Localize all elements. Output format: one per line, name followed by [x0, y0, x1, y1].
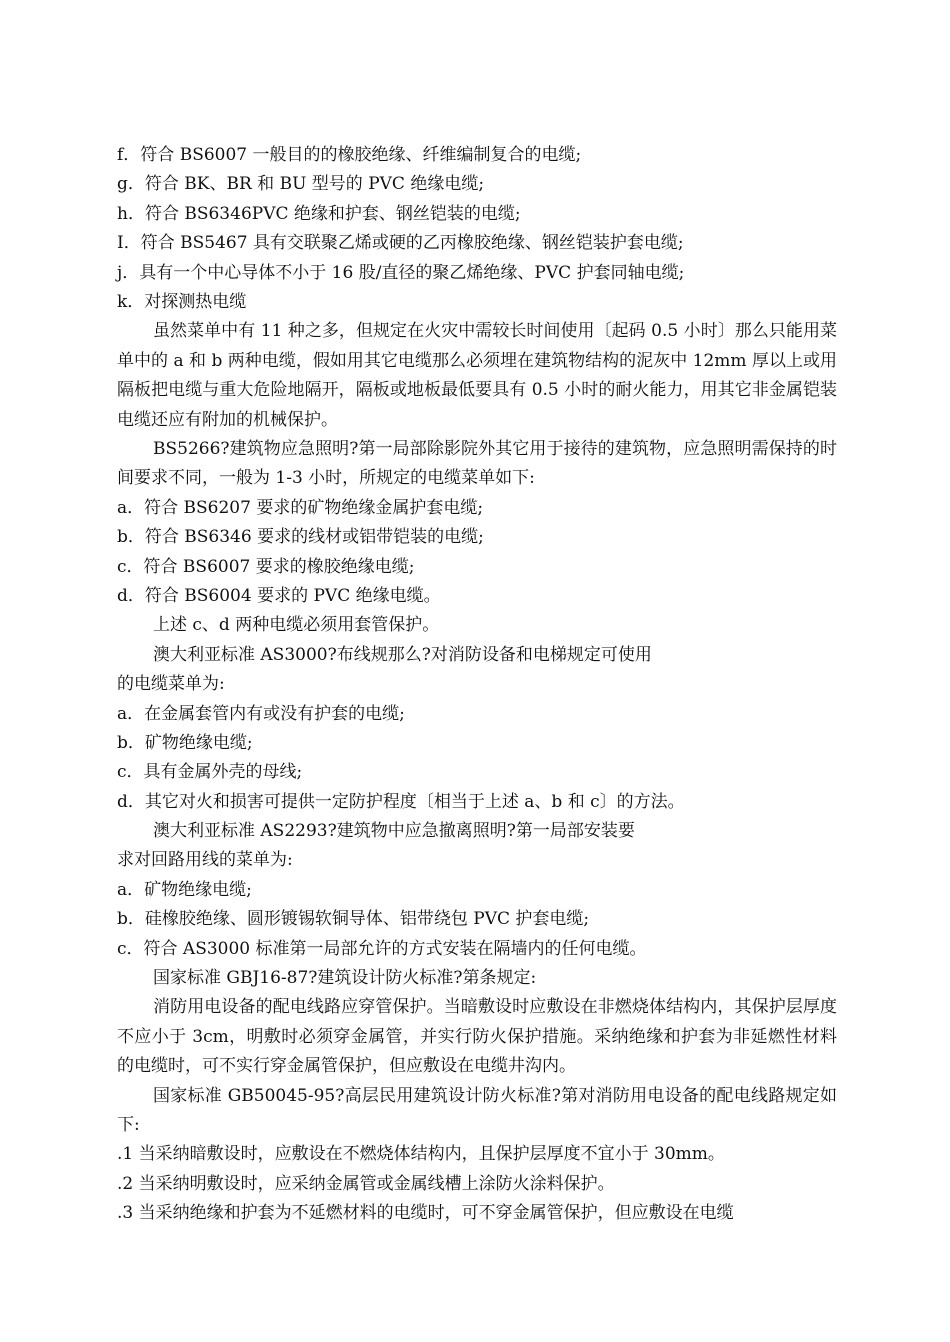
list-item: k．对探测热电缆: [117, 291, 247, 312]
paragraph: 消防用电设备的配电线路应穿管保护。当暗敷设时应敷设在非燃烧体结构内，其保护层厚度不应小于 3cm，明敷时必须穿金属管，并实行防火保护措施。采纳绝缘和护套为非延燃性材料的电缆时，可不实行穿金属管保护，但应敷设在电缆井沟内。: [117, 997, 837, 1077]
list-item: a．矿物绝缘电缆;: [117, 879, 252, 900]
paragraph: 虽然菜单中有 11 种之多，但规定在火灾中需较长时间使用〔起码 0.5 小时〕那么只能用菜单中的 a 和 b 两种电缆，假如用其它电缆那么必须埋在建筑物结构的泥灰中 12mm 厚以上或用隔板把电缆与重大危险地隔开，隔板或地板最低要具有 0.5 小时的耐火能力，用其它非金属铠装电缆还应有附加的机械保护。: [117, 321, 837, 430]
paragraph-line: 的电缆菜单为:: [117, 674, 225, 695]
paragraph-line: 澳大利亚标准 AS2293?建筑物中应急撤离照明?第一局部安装要: [153, 821, 635, 842]
list-item: I．符合 BS5467 具有交联聚乙烯或硬的乙丙橡胶绝缘、钢丝铠装护套电缆;: [117, 233, 684, 254]
list-item: h．符合 BS6346PVC 绝缘和护套、钢丝铠装的电缆;: [117, 203, 521, 224]
list-item: b．符合 BS6346 要求的线材或铝带铠装的电缆;: [117, 527, 484, 548]
list-item: a．符合 BS6207 要求的矿物绝缘金属护套电缆;: [117, 497, 484, 518]
list-item: f．符合 BS6007 一般目的的橡胶绝缘、纤维编制复合的电缆;: [117, 145, 582, 165]
paragraph-line: 澳大利亚标准 AS3000?布线规那么?对消防设备和电梯规定可使用: [153, 644, 652, 665]
list-item: d．符合 BS6004 要求的 PVC 绝缘电缆。: [117, 585, 441, 606]
paragraph-line: 求对回路用线的菜单为:: [117, 850, 293, 871]
paragraph: BS5266?建筑物应急照明?第一局部除影院外其它用于接待的建筑物，应急照明需保持的时间要求不同，一般为 1-3 小时，所规定的电缆菜单如下:: [117, 438, 837, 489]
paragraph: 国家标准 GBJ16-87?建筑设计防火标准?第条规定:: [153, 968, 537, 989]
list-item: b．硅橡胶绝缘、圆形镀锡软铜导体、铝带绕包 PVC 护套电缆;: [117, 909, 590, 930]
list-item: .3 当采纳绝缘和护套为不延燃材料的电缆时，可不穿金属管保护，但应敷设在电缆: [117, 1203, 734, 1224]
list-item: c．具有金属外壳的母线;: [117, 762, 303, 783]
list-item: .2 当采纳明敷设时，应采纳金属管或金属线槽上涂防火涂料保护。: [117, 1173, 615, 1194]
list-item: a．在金属套管内有或没有护套的电缆;: [117, 703, 405, 724]
list-item: .1 当采纳暗敷设时，应敷设在不燃烧体结构内，且保护层厚度不宜小于 30mm。: [117, 1144, 725, 1165]
list-item: c．符合 AS3000 标准第一局部允许的方式安装在隔墙内的任何电缆。: [117, 938, 647, 959]
document-body: [117, 141, 837, 1229]
list-item: b．矿物绝缘电缆;: [117, 732, 253, 753]
paragraph: 国家标准 GB50045-95?高层民用建筑设计防火标准?第对消防用电设备的配电线路规定如下:: [117, 1085, 837, 1136]
paragraph: 上述 c、d 两种电缆必须用套管保护。: [153, 615, 440, 636]
list-item: g．符合 BK、BR 和 BU 型号的 PVC 绝缘电缆;: [117, 174, 485, 195]
list-item: c．符合 BS6007 要求的橡胶绝缘电缆;: [117, 556, 415, 577]
list-item: d．其它对火和损害可提供一定防护程度〔相当于上述 a、b 和 c〕的方法。: [117, 791, 685, 812]
list-item: j．具有一个中心导体不小于 16 股/直径的聚乙烯绝缘、PVC 护套同轴电缆;: [117, 262, 685, 283]
